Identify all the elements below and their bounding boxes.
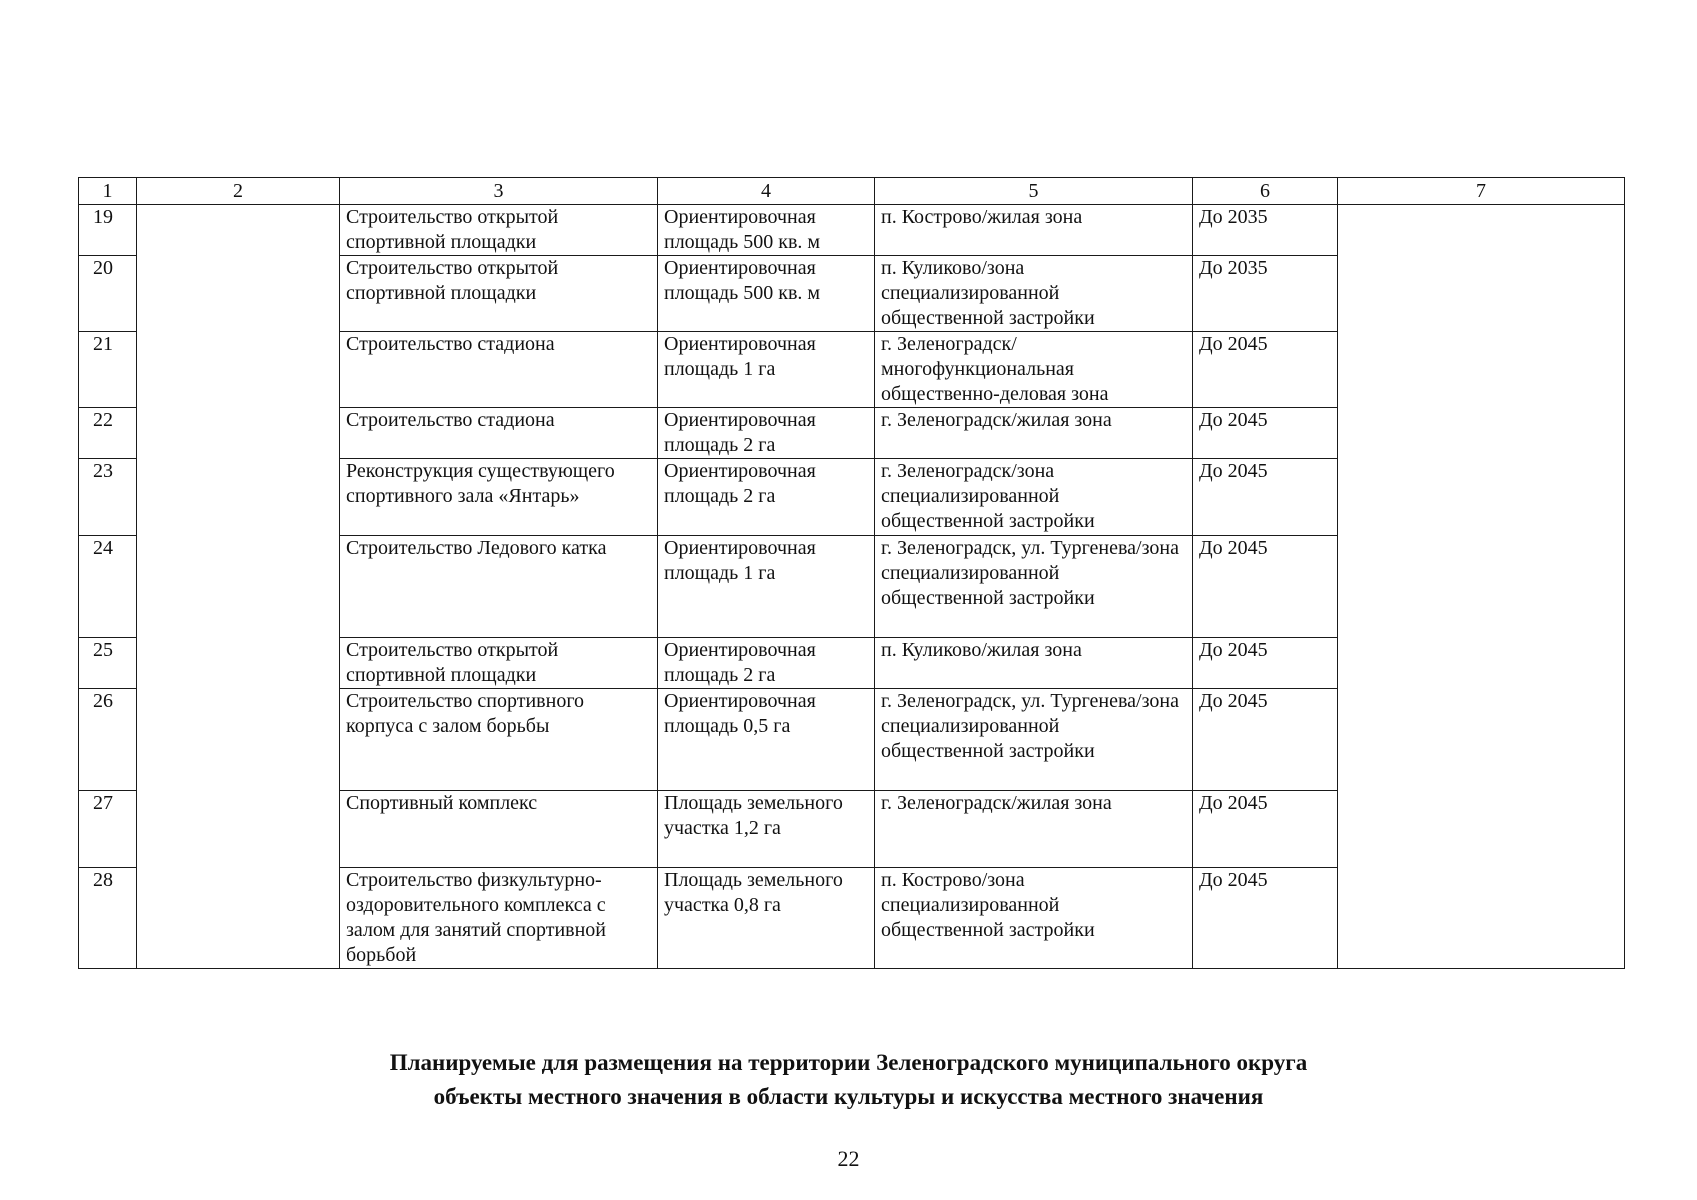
object-parameter: Ориентировочная площадь 500 кв. м <box>658 205 875 256</box>
object-parameter: Площадь земельного участка 1,2 га <box>658 791 875 868</box>
object-parameter: Ориентировочная площадь 2 га <box>658 638 875 689</box>
row-number: 25 <box>79 638 137 689</box>
column-header-7: 7 <box>1338 178 1625 205</box>
object-term: До 2045 <box>1193 791 1338 868</box>
object-term: До 2045 <box>1193 689 1338 791</box>
object-term: До 2035 <box>1193 256 1338 332</box>
object-parameter: Ориентировочная площадь 2 га <box>658 459 875 536</box>
row-number: 21 <box>79 332 137 408</box>
object-term: До 2045 <box>1193 536 1338 638</box>
merged-cell-column-2 <box>137 205 340 969</box>
column-header-4: 4 <box>658 178 875 205</box>
object-location: п. Куликово/зона специализированной общественной застройки <box>875 256 1193 332</box>
object-name: Строительство стадиона <box>340 408 658 459</box>
object-name: Реконструкция существующего спортивного зала «Янтарь» <box>340 459 658 536</box>
row-number: 27 <box>79 791 137 868</box>
object-location: п. Куликово/жилая зона <box>875 638 1193 689</box>
object-location: п. Кострово/жилая зона <box>875 205 1193 256</box>
object-location: г. Зеленоградск/жилая зона <box>875 791 1193 868</box>
row-number: 22 <box>79 408 137 459</box>
object-location: г. Зеленоградск, ул. Тургенева/зона специализированной общественной застройки <box>875 536 1193 638</box>
object-parameter: Площадь земельного участка 0,8 га <box>658 868 875 969</box>
row-number: 23 <box>79 459 137 536</box>
row-number: 19 <box>79 205 137 256</box>
object-name: Строительство стадиона <box>340 332 658 408</box>
page-number: 22 <box>837 1146 860 1171</box>
object-parameter: Ориентировочная площадь 2 га <box>658 408 875 459</box>
object-parameter: Ориентировочная площадь 500 кв. м <box>658 256 875 332</box>
row-number: 26 <box>79 689 137 791</box>
object-location: г. Зеленоградск/зона специализированной общественной застройки <box>875 459 1193 536</box>
object-location: п. Кострово/зона специализированной общественной застройки <box>875 868 1193 969</box>
object-term: До 2045 <box>1193 408 1338 459</box>
column-header-5: 5 <box>875 178 1193 205</box>
column-header-1: 1 <box>79 178 137 205</box>
object-term: До 2045 <box>1193 638 1338 689</box>
header-row <box>79 178 1625 205</box>
object-name: Строительство открытой спортивной площадки <box>340 256 658 332</box>
object-parameter: Ориентировочная площадь 0,5 га <box>658 689 875 791</box>
object-name: Строительство Ледового катка <box>340 536 658 638</box>
column-header-3: 3 <box>340 178 658 205</box>
object-location: г. Зеленоградск/жилая зона <box>875 408 1193 459</box>
object-name: Строительство открытой спортивной площадки <box>340 638 658 689</box>
object-name: Спортивный комплекс <box>340 791 658 868</box>
merged-cell-column-7 <box>1338 205 1625 969</box>
object-name: Строительство открытой спортивной площадки <box>340 205 658 256</box>
row-number: 24 <box>79 536 137 638</box>
object-location: г. Зеленоградск, ул. Тургенева/зона специализированной общественной застройки <box>875 689 1193 791</box>
row-number: 20 <box>79 256 137 332</box>
object-name: Строительство спортивного корпуса с залом борьбы <box>340 689 658 791</box>
section-heading-line-2: объекты местного значения в области культуры и искусства местного значения <box>433 1084 1264 1109</box>
column-header-2: 2 <box>137 178 340 205</box>
table-row <box>79 205 1625 256</box>
section-heading <box>0 1046 1697 1114</box>
objects-table <box>78 177 1625 969</box>
column-header-6: 6 <box>1193 178 1338 205</box>
object-term: До 2045 <box>1193 332 1338 408</box>
object-term: До 2035 <box>1193 205 1338 256</box>
row-number: 28 <box>79 868 137 969</box>
object-term: До 2045 <box>1193 459 1338 536</box>
object-parameter: Ориентировочная площадь 1 га <box>658 536 875 638</box>
section-heading-line-1: Планируемые для размещения на территории Зеленоградского муниципального округа <box>389 1050 1308 1075</box>
object-location: г. Зеленоградск/ многофункциональная общественно-деловая зона <box>875 332 1193 408</box>
object-parameter: Ориентировочная площадь 1 га <box>658 332 875 408</box>
object-name: Строительство физкультурно-оздоровительного комплекса с залом для занятий спортивной борьбой <box>340 868 658 969</box>
object-term: До 2045 <box>1193 868 1338 969</box>
